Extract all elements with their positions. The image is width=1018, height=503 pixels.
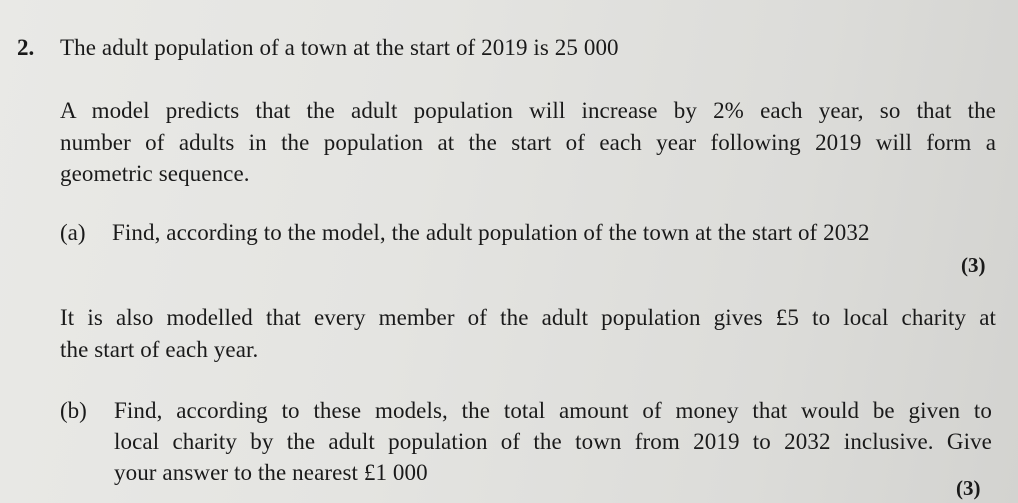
model-line-2: number of adults in the population at the start of each year following 2019 will form a — [60, 130, 996, 155]
question-intro: The adult population of a town at the start of 2019 is 25 000 — [60, 35, 619, 60]
part-a-marks: (3) — [961, 253, 986, 277]
model-line-1: A model predicts that the adult population will increase by 2% each year, so that the — [60, 98, 996, 123]
question-number: 2. — [17, 35, 35, 60]
part-b-marks: (3) — [956, 476, 981, 500]
part-a-label: (a) — [60, 220, 86, 245]
part-b-line-1: Find, according to these models, the total amount of money that would be given to — [114, 398, 992, 423]
part-b-label: (b) — [60, 398, 87, 423]
part-a-text: Find, according to the model, the adult population of the town at the start of 2032 — [112, 220, 870, 245]
charity-line-2: the start of each year. — [60, 337, 259, 362]
charity-line-1: It is also modelled that every member of the adult population gives £5 to local charity at — [60, 305, 996, 330]
part-b-line-2: local charity by the adult population of the town from 2019 to 2032 inclusive. Give — [114, 429, 992, 454]
part-b-line-3: your answer to the nearest £1 000 — [114, 460, 428, 485]
model-line-3: geometric sequence. — [60, 161, 250, 186]
